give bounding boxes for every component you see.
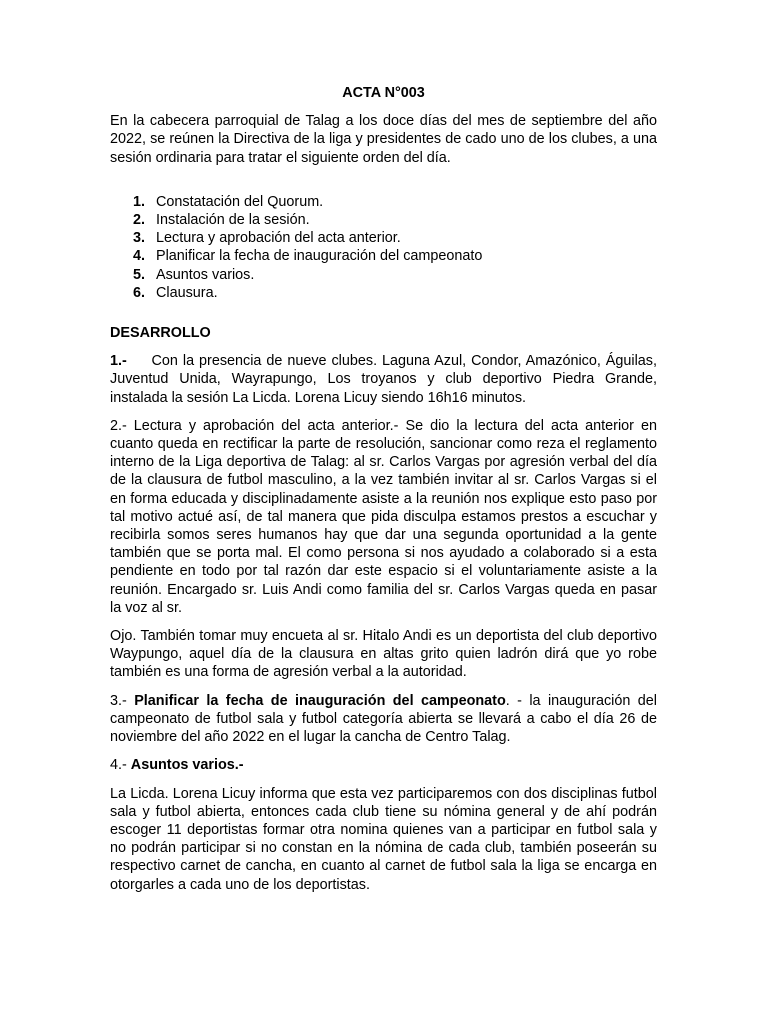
agenda-item-number: 5. <box>133 266 146 283</box>
agenda-item-text: Asuntos varios. <box>156 266 255 283</box>
section-heading-desarrollo: DESARROLLO <box>110 325 211 342</box>
item-4-prefix: 4.- <box>110 757 131 774</box>
agenda-item-text: Lectura y aprobación del acta anterior. <box>156 230 401 247</box>
agenda-item-text: Planificar la fecha de inauguración del campeonato <box>156 248 483 265</box>
item-4-heading: Asuntos varios.- <box>130 757 244 774</box>
agenda-item <box>133 266 657 284</box>
item-3-heading: Planificar la fecha de inauguración del campeonato <box>134 692 506 709</box>
agenda-item-number: 3. <box>133 230 146 247</box>
agenda-item <box>133 247 657 265</box>
item-1-text: Con la presencia de nueve clubes. Laguna Azul, Condor, Amazónico, Águilas, Juventud Unida, Wayrapungo, Los troyanos y club deportivo Piedra Grande, instalada la sesión La Licda. Lorena Licuy siendo 16h16 minutos. <box>110 353 657 406</box>
agenda-item-number: 6. <box>133 284 146 301</box>
document-title: ACTA N°003 <box>342 85 425 101</box>
item-4-body-paragraph: La Licda. Lorena Licuy informa que esta vez participaremos con dos disciplinas futbol sala y futbol abierta, entonces cada club tiene su nómina general y de ahí podrán escoger 11 deportistas formar otra nomina quienes van a participar en futbol sala y no podrán participar si no constan en la nómina de cada club, también poseerán su respectivo carnet de cancha, en cuanto al carnet de futbol sala la liga se encarga en otorgarles a cada uno de los deportistas. <box>110 785 657 893</box>
ojo-paragraph: Ojo. También tomar muy encueta al sr. Hitalo Andi es un deportista del club deportivo Waypungo, aquel día de la clausura en altas grito quien ladrón dirá que yo robe también es una forma de agresión verbal a la autoridad. <box>110 628 657 681</box>
item-4-heading-paragraph <box>110 756 657 774</box>
agenda-item <box>133 193 657 211</box>
agenda-item <box>133 211 657 229</box>
document-page <box>110 84 657 904</box>
agenda-item-text: Clausura. <box>156 284 218 301</box>
agenda-item-number: 2. <box>133 212 146 229</box>
item-1-label: 1.- <box>110 353 127 370</box>
agenda-list <box>110 193 657 302</box>
item-2-paragraph: 2.- Lectura y aprobación del acta anterior.- Se dio la lectura del acta anterior en cuanto queda en rectificar la parte de resolución, sancionar como reza el reglamento interno de la Liga deportiva de Talag: al sr. Carlos Vargas por agresión verbal del día de la clausura de futbol masculino, a la vez también invitar al sr. Carlos Vargas si el en forma educada y disciplinadamente asiste a la reunión nos explique esto paso por tal motivo actué así, de tal manera que pida disculpa estamos prestos a escuchar y recibirla somos seres humanos hay que dar una segunda oportunidad a la gente también que se porta mal. El como persona si nos ayudado a colaborado si a esta pendiente en todo por tal razón dar este espacio si el voluntariamente asiste a la reunión. Encargado sr. Luis Andi como familia del sr. Carlos Vargas queda en pasar la voz al sr. <box>110 417 657 616</box>
intro-paragraph: En la cabecera parroquial de Talag a los doce días del mes de septiembre del año 2022, se reúnen la Directiva de la liga y presidentes de cado uno de los clubes, a una sesión ordinaria para tratar el siguiente orden del día. <box>110 113 657 166</box>
item-3-prefix: 3.- <box>110 692 135 709</box>
item-3-paragraph <box>110 692 657 747</box>
agenda-item <box>133 229 657 247</box>
agenda-item <box>133 284 657 302</box>
item-1-paragraph <box>110 352 657 407</box>
item-3-text: . - la inauguración del campeonato de futbol sala y futbol categoría abierta se llevará a cabo el día 26 de noviembre del año 2022 en el lugar la cancha de Centro Talag. <box>110 692 657 746</box>
agenda-item-text: Constatación del Quorum. <box>156 193 324 210</box>
agenda-item-number: 1. <box>133 193 146 210</box>
agenda-item-number: 4. <box>133 248 146 265</box>
agenda-item-text: Instalación de la sesión. <box>156 212 310 229</box>
